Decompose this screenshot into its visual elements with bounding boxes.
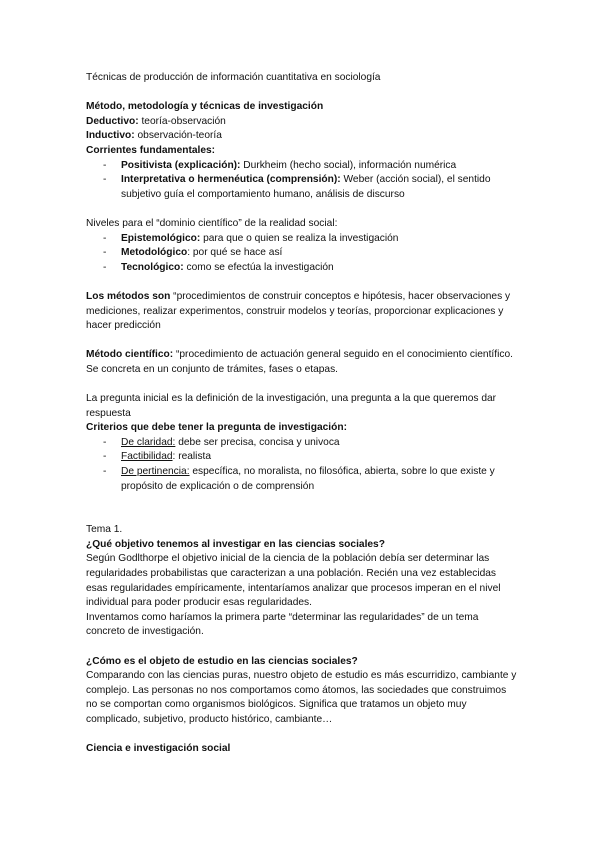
criterios-heading: Criterios que debe tener la pregunta de investigación: <box>86 422 347 434</box>
list-item <box>86 465 520 494</box>
term-label: Deductivo: <box>86 115 139 127</box>
niveles-list <box>86 232 520 276</box>
list-item <box>86 232 520 247</box>
item-text: Weber (acción social), el sentido subjetivo guía el comportamiento humano, análisis de discurso <box>121 174 491 200</box>
term-text: “procedimientos de construir conceptos e hipótesis, hacer observaciones y mediciones, realizar experimentos, construir modelos y teorías, proporcionar explicaciones y hacer predicción <box>86 290 511 332</box>
term-label: Inductivo: <box>86 130 135 142</box>
inductivo-line <box>86 129 520 144</box>
list-item <box>86 261 520 276</box>
item-text: para que o quien se realiza la investigación <box>200 232 399 244</box>
question-heading: ¿Cómo es el objeto de estudio en las ciencias sociales? <box>86 655 358 667</box>
deductivo-line <box>86 115 520 130</box>
list-item <box>86 246 520 261</box>
paragraph: Según Godlthorpe el objetivo inicial de la ciencia de la población debía ser determinar las regularidades probabilistas que caracterizan a una población. Recién una vez establecidas esas regularidades empíricamente, intentaríamos analizar que procesos imperan en el nivel individual para poder producir esas regularidades. <box>86 553 501 609</box>
item-text: Durkheim (hecho social), información numérica <box>240 159 457 171</box>
item-text: : por qué se hace así <box>187 247 283 259</box>
term-text: “procedimiento de actuación general seguido en el conocimiento científico. Se concreta en un conjunto de trámites, fases o etapas. <box>86 349 513 375</box>
item-label: Epistemológico: <box>121 232 201 244</box>
item-text: como se efectúa la investigación <box>183 261 334 273</box>
item-text: : realista <box>172 451 212 463</box>
corrientes-list <box>86 159 520 203</box>
metodos-paragraph <box>86 290 520 334</box>
item-label: Positivista (explicación): <box>121 159 241 171</box>
list-item <box>86 450 520 465</box>
list-item <box>86 173 520 202</box>
pregunta-intro: La pregunta inicial es la definición de la investigación, una pregunta a la que queremos dar respuesta <box>86 393 497 419</box>
term-text: teoría-observación <box>138 115 226 127</box>
term-text: observación-teoría <box>134 130 222 142</box>
item-label: Tecnológico: <box>121 261 184 273</box>
niveles-intro: Niveles para el “dominio científico” de la realidad social: <box>86 217 338 229</box>
item-label: De pertinencia: <box>121 466 190 478</box>
metodo-cientifico-paragraph <box>86 348 520 377</box>
item-label: Metodológico <box>121 247 188 259</box>
section-heading: Ciencia e investigación social <box>86 743 231 755</box>
paragraph: Inventamos como haríamos la primera parte “determinar las regularidades” de un tema concreto de investigación. <box>86 611 479 638</box>
item-text: específica, no moralista, no filosófica, abierta, sobre lo que existe y propósito de explicación o de comprensión <box>121 466 495 492</box>
item-label: Interpretativa o hermenéutica (comprensión): <box>121 174 341 186</box>
list-item <box>86 436 520 451</box>
item-label: Factibilidad <box>121 451 173 463</box>
item-text: debe ser precisa, concisa y univoca <box>175 436 340 448</box>
tema-title: Tema 1. <box>86 524 123 536</box>
criterios-list <box>86 436 520 494</box>
term-label: Método científico: <box>86 349 174 361</box>
term-label: Los métodos son <box>86 290 171 302</box>
corrientes-heading: Corrientes fundamentales: <box>86 144 216 156</box>
document-title: Técnicas de producción de información cuantitativa en sociología <box>86 72 381 83</box>
document-body <box>86 71 520 757</box>
question-heading: ¿Qué objetivo tenemos al investigar en las ciencias sociales? <box>86 538 385 550</box>
list-item <box>86 159 520 174</box>
item-label: De claridad: <box>121 436 176 448</box>
paragraph: Comparando con las ciencias puras, nuestro objeto de estudio es más escurridizo, cambiante y complejo. Las personas no nos comportamos como átomos, las sociedades que construimos no se comportan como organismos biológicos. Significa que tratamos un objeto muy complicado, subjetivo, producto histórico, cambiante… <box>86 670 517 725</box>
section-heading: Método, metodología y técnicas de investigación <box>86 101 324 113</box>
